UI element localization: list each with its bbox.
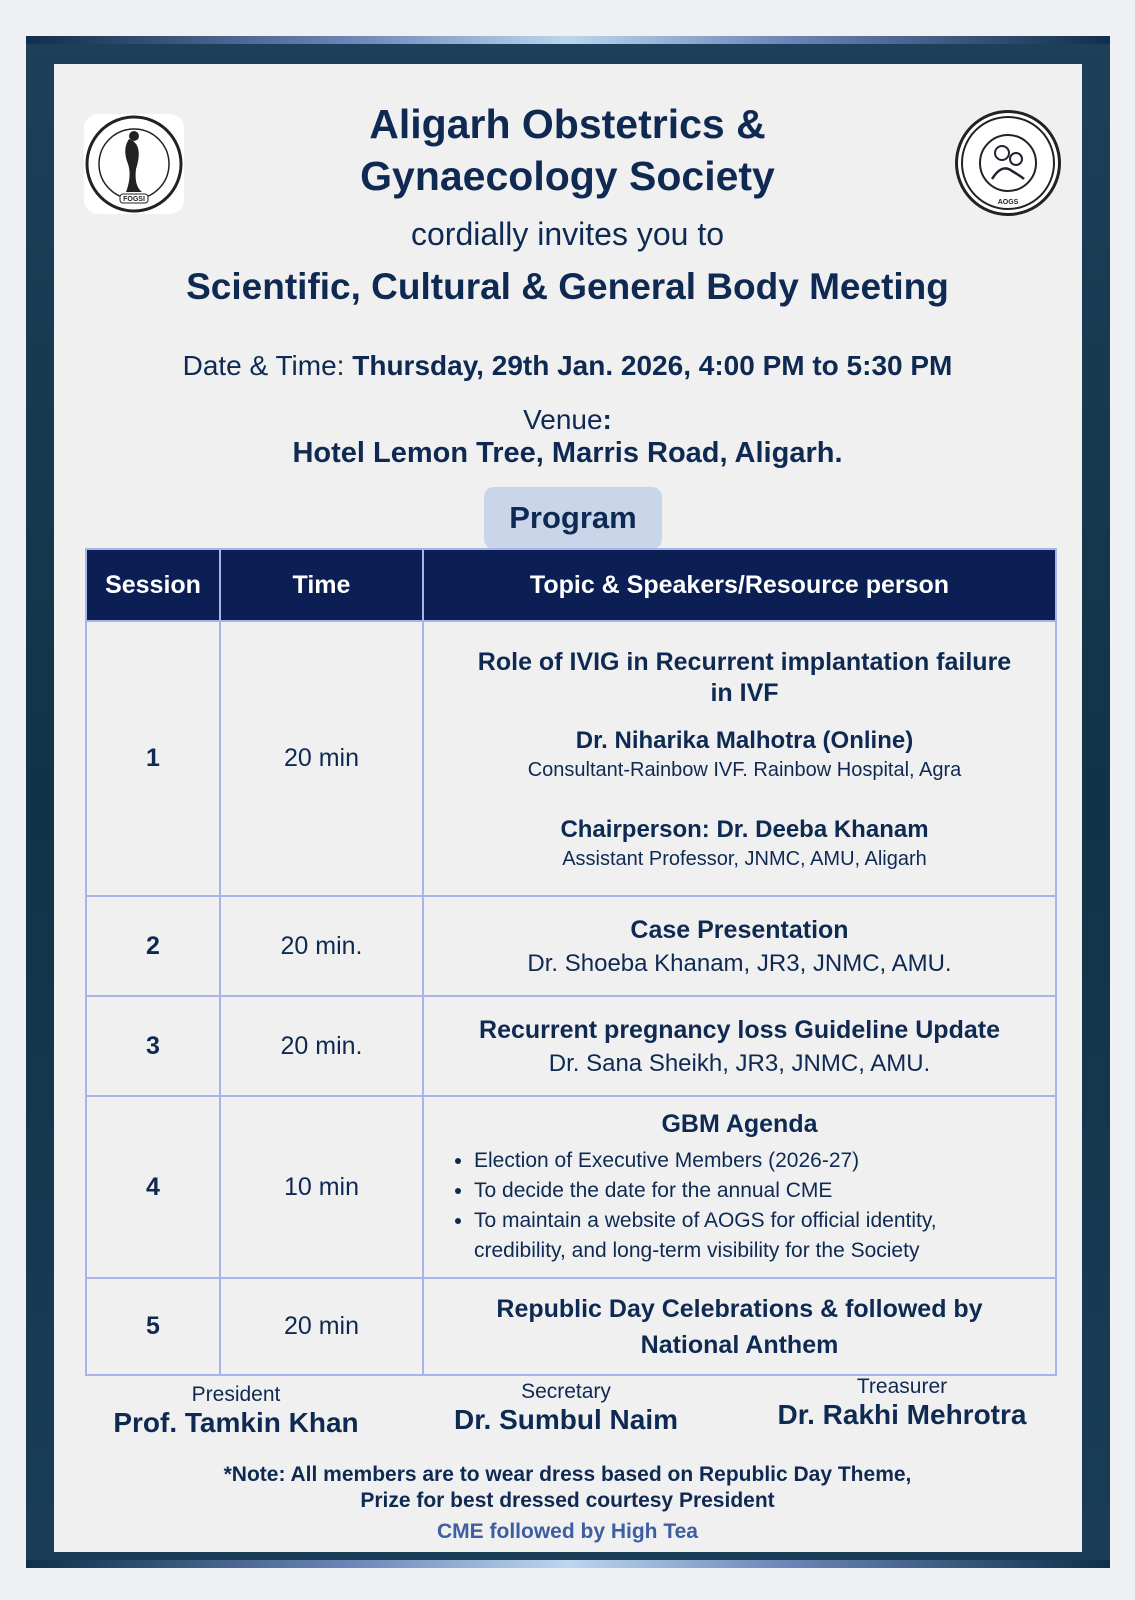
svg-text:AOGS: AOGS [997, 199, 1019, 206]
session-number: 5 [86, 1278, 220, 1375]
session-number: 4 [86, 1096, 220, 1278]
table-row [86, 1278, 1056, 1375]
agenda-list [424, 1146, 1055, 1266]
society-title: Aligarh Obstetrics & Gynaecology Society [360, 101, 775, 199]
bottom-gradient-border [26, 1560, 1110, 1568]
session-number: 3 [86, 996, 220, 1096]
program-heading: Program [484, 487, 662, 549]
venue-label: Venue: [523, 404, 612, 435]
officer-secretary [436, 1380, 696, 1436]
session-number: 2 [86, 896, 220, 996]
list-item: • To decide the date for the annual CME [474, 1176, 1055, 1206]
topic-title: Role of IVIG in Recurrent implantation failure in IVF [477, 647, 1012, 707]
top-gradient-border [26, 36, 1110, 44]
column-header: Time [220, 549, 423, 621]
session-topic-cell [423, 621, 1056, 896]
program-table [85, 548, 1057, 1376]
session-time: 20 min [220, 1278, 423, 1375]
table-row [86, 621, 1056, 896]
venue: Hotel Lemon Tree, Marris Road, Aligarh. [292, 437, 843, 469]
topic-title: Case Presentation [630, 915, 849, 944]
meeting-title: Scientific, Cultural & General Body Meeting [186, 266, 949, 307]
session-time: 20 min. [220, 996, 423, 1096]
officer-role: Secretary [521, 1380, 611, 1403]
chairperson-detail: Assistant Professor, JNMC, AMU, Aligarh [562, 847, 927, 870]
officer-role: Treasurer [856, 1375, 948, 1398]
chairperson-name: Chairperson: Dr. Deeba Khanam [560, 815, 929, 843]
svg-text:FOGSI: FOGSI [123, 196, 145, 203]
date-time-label: Date & Time: [182, 350, 353, 381]
column-header: Session [86, 549, 220, 621]
session-topic-cell [423, 1096, 1056, 1278]
topic-title: Republic Day Celebrations & followed by National Anthem [496, 1294, 983, 1359]
officer-name: Prof. Tamkin Khan [113, 1407, 359, 1438]
speaker-name: Dr. Niharika Malhotra (Online) [575, 726, 914, 754]
session-topic-cell [423, 896, 1056, 996]
session-time: 20 min. [220, 896, 423, 996]
list-item: • Election of Executive Members (2026-27) [474, 1146, 1055, 1176]
speaker-detail: Consultant-Rainbow IVF. Rainbow Hospital, Agra [527, 758, 962, 781]
session-topic-cell [423, 1278, 1056, 1375]
table-row [86, 996, 1056, 1096]
speaker-name: Dr. Sana Sheikh, JR3, JNMC, AMU. [548, 1049, 931, 1077]
session-time: 20 min [220, 621, 423, 896]
cme-tagline: CME followed by High Tea [437, 1520, 698, 1543]
invite-text: cordially invites you to [410, 216, 725, 252]
officer-role: President [191, 1383, 281, 1406]
date-time-value: Thursday, 29th Jan. 2026, 4:00 PM to 5:30 PM [352, 350, 953, 381]
session-topic-cell [423, 996, 1056, 1096]
note-line: Prize for best dressed courtesy President [360, 1489, 775, 1512]
table-header-row [86, 549, 1056, 621]
session-time: 10 min [220, 1096, 423, 1278]
officer-president [106, 1383, 366, 1439]
officer-treasurer [752, 1375, 1052, 1431]
topic-title: GBM Agenda [661, 1109, 818, 1138]
officer-name: Dr. Sumbul Naim [453, 1404, 679, 1435]
list-item: • To maintain a website of AOGS for official identity, credibility, and long-term visibility for the Society [474, 1206, 1055, 1266]
note-line: *Note: All members are to wear dress based on Republic Day Theme, [223, 1463, 912, 1486]
officer-name: Dr. Rakhi Mehrotra [777, 1399, 1027, 1430]
table-row [86, 896, 1056, 996]
topic-title: Recurrent pregnancy loss Guideline Update [479, 1015, 1000, 1044]
session-number: 1 [86, 621, 220, 896]
speaker-name: Dr. Shoeba Khanam, JR3, JNMC, AMU. [527, 949, 952, 977]
column-header: Topic & Speakers/Resource person [423, 549, 1056, 621]
date-time [0, 350, 1135, 382]
dress-note [0, 1462, 1135, 1514]
table-row [86, 1096, 1056, 1278]
